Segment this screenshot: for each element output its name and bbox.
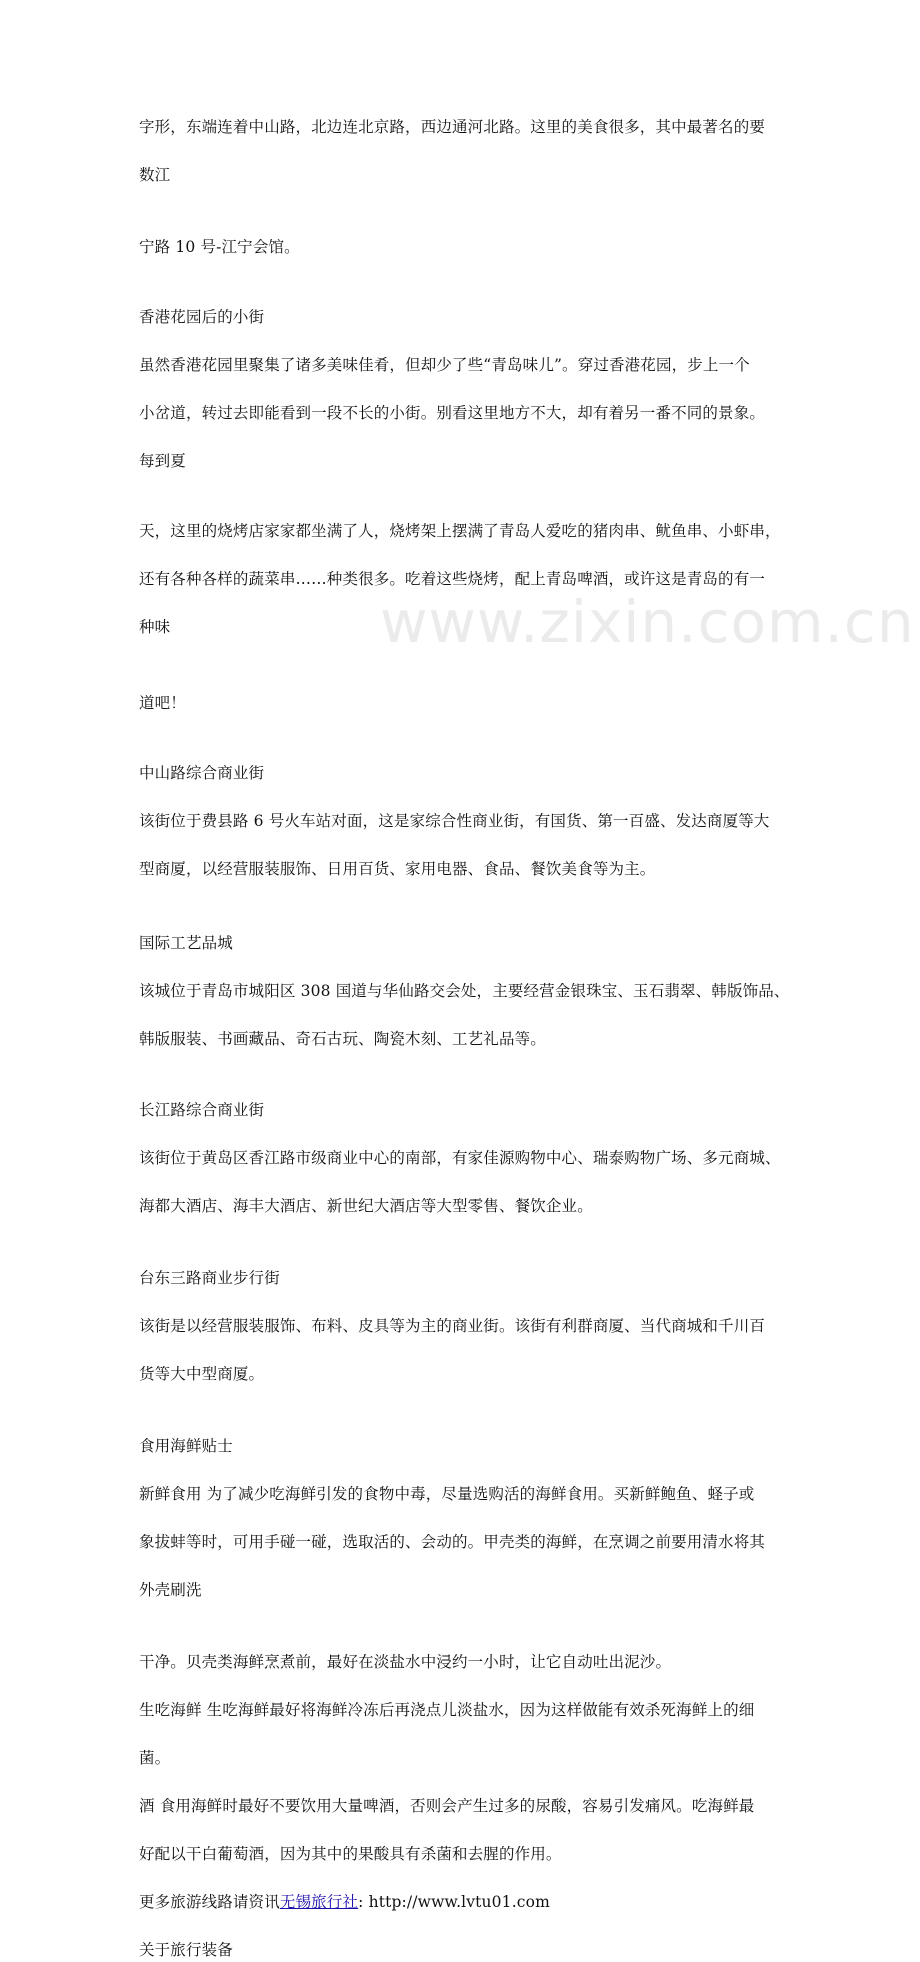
section-heading: 长江路综合商业街 <box>139 1101 265 1119</box>
paragraph-line: 天，这里的烧烤店家家都坐满了人，烧烤架上摆满了青岛人爱吃的猪肉串、鱿鱼串、小虾串， <box>139 522 781 540</box>
paragraph-line: 韩版服装、书画藏品、奇石古玩、陶瓷木刻、工艺礼品等。 <box>139 1030 546 1048</box>
paragraph-line: 型商厦，以经营服装服饰、日用百货、家用电器、食品、餐饮美食等为主。 <box>139 860 656 878</box>
section-heading: 香港花园后的小街 <box>139 308 265 326</box>
paragraph-line: 字形，东端连着中山路，北边连北京路，西边通河北路。这里的美食很多，其中最著名的要 <box>139 118 766 136</box>
paragraph-line: 该街是以经营服装服饰、布料、皮具等为主的商业街。该街有利群商厦、当代商城和千川百 <box>139 1317 766 1335</box>
paragraph-line: 菌。 <box>139 1749 171 1767</box>
paragraph-line: 好配以干白葡萄酒，因为其中的果酸具有杀菌和去腥的作用。 <box>139 1845 562 1863</box>
section-heading: 台东三路商业步行街 <box>139 1269 280 1287</box>
paragraph-line: 虽然香港花园里聚集了诸多美味佳肴，但却少了些“青岛味儿”。穿过香港花园，步上一个 <box>139 356 750 374</box>
paragraph-line: 每到夏 <box>139 452 186 470</box>
section-heading: 关于旅行装备 <box>139 1941 233 1959</box>
paragraph-line: 小岔道，转过去即能看到一段不长的小街。别看这里地方不大，却有着另一番不同的景象。 <box>139 404 766 422</box>
paragraph-line: 该街位于黄岛区香江路市级商业中心的南部，有家佳源购物中心、瑞泰购物广场、多元商城、 <box>139 1149 781 1167</box>
paragraph-line: 该城位于青岛市城阳区 308 国道与华仙路交会处，主要经营金银珠宝、玉石翡翠、韩版饰品、 <box>139 982 790 1000</box>
more-info-prefix: 更多旅游线路请资讯 <box>139 1893 280 1911</box>
paragraph-line: 宁路 10 号-江宁会馆。 <box>139 238 300 256</box>
paragraph-line: 还有各种各样的蔬菜串……种类很多。吃着这些烧烤，配上青岛啤酒，或许这是青岛的有一 <box>139 570 766 588</box>
section-heading: 食用海鲜贴士 <box>139 1437 233 1455</box>
paragraph-line: 种味 <box>139 618 171 636</box>
paragraph-line: 海都大酒店、海丰大酒店、新世纪大酒店等大型零售、餐饮企业。 <box>139 1197 593 1215</box>
section-heading: 中山路综合商业街 <box>139 764 265 782</box>
paragraph-line: 酒 食用海鲜时最好不要饮用大量啤酒，否则会产生过多的尿酸，容易引发痛风。吃海鲜最 <box>139 1797 755 1815</box>
paragraph-line: 新鲜食用 为了减少吃海鲜引发的食物中毒，尽量选购活的海鲜食用。买新鲜鲍鱼、蛏子或 <box>139 1485 755 1503</box>
paragraph-line: 外壳刷洗 <box>139 1581 202 1599</box>
paragraph-line: 道吧！ <box>139 694 186 712</box>
paragraph-line: 象拔蚌等时，可用手碰一碰，选取活的、会动的。甲壳类的海鲜，在烹调之前要用清水将其 <box>139 1533 766 1551</box>
paragraph-line: 干净。贝壳类海鲜烹煮前，最好在淡盐水中浸约一小时，让它自动吐出泥沙。 <box>139 1653 672 1671</box>
watermark: www.zixin.com.cn <box>380 588 915 656</box>
more-info-url: : http://www.lvtu01.com <box>358 1893 550 1911</box>
section-heading: 国际工艺品城 <box>139 934 233 952</box>
more-info-line <box>139 1890 789 1914</box>
paragraph-line: 生吃海鲜 生吃海鲜最好将海鲜冷冻后再浇点儿淡盐水，因为这样做能有效杀死海鲜上的细 <box>139 1701 755 1719</box>
paragraph-line: 该街位于费县路 6 号火车站对面，这是家综合性商业街，有国货、第一百盛、发达商厦等大 <box>139 812 770 830</box>
travel-agency-link[interactable]: 无锡旅行社 <box>279 1893 359 1911</box>
paragraph-line: 数江 <box>139 166 171 184</box>
paragraph-line: 货等大中型商厦。 <box>139 1365 265 1383</box>
